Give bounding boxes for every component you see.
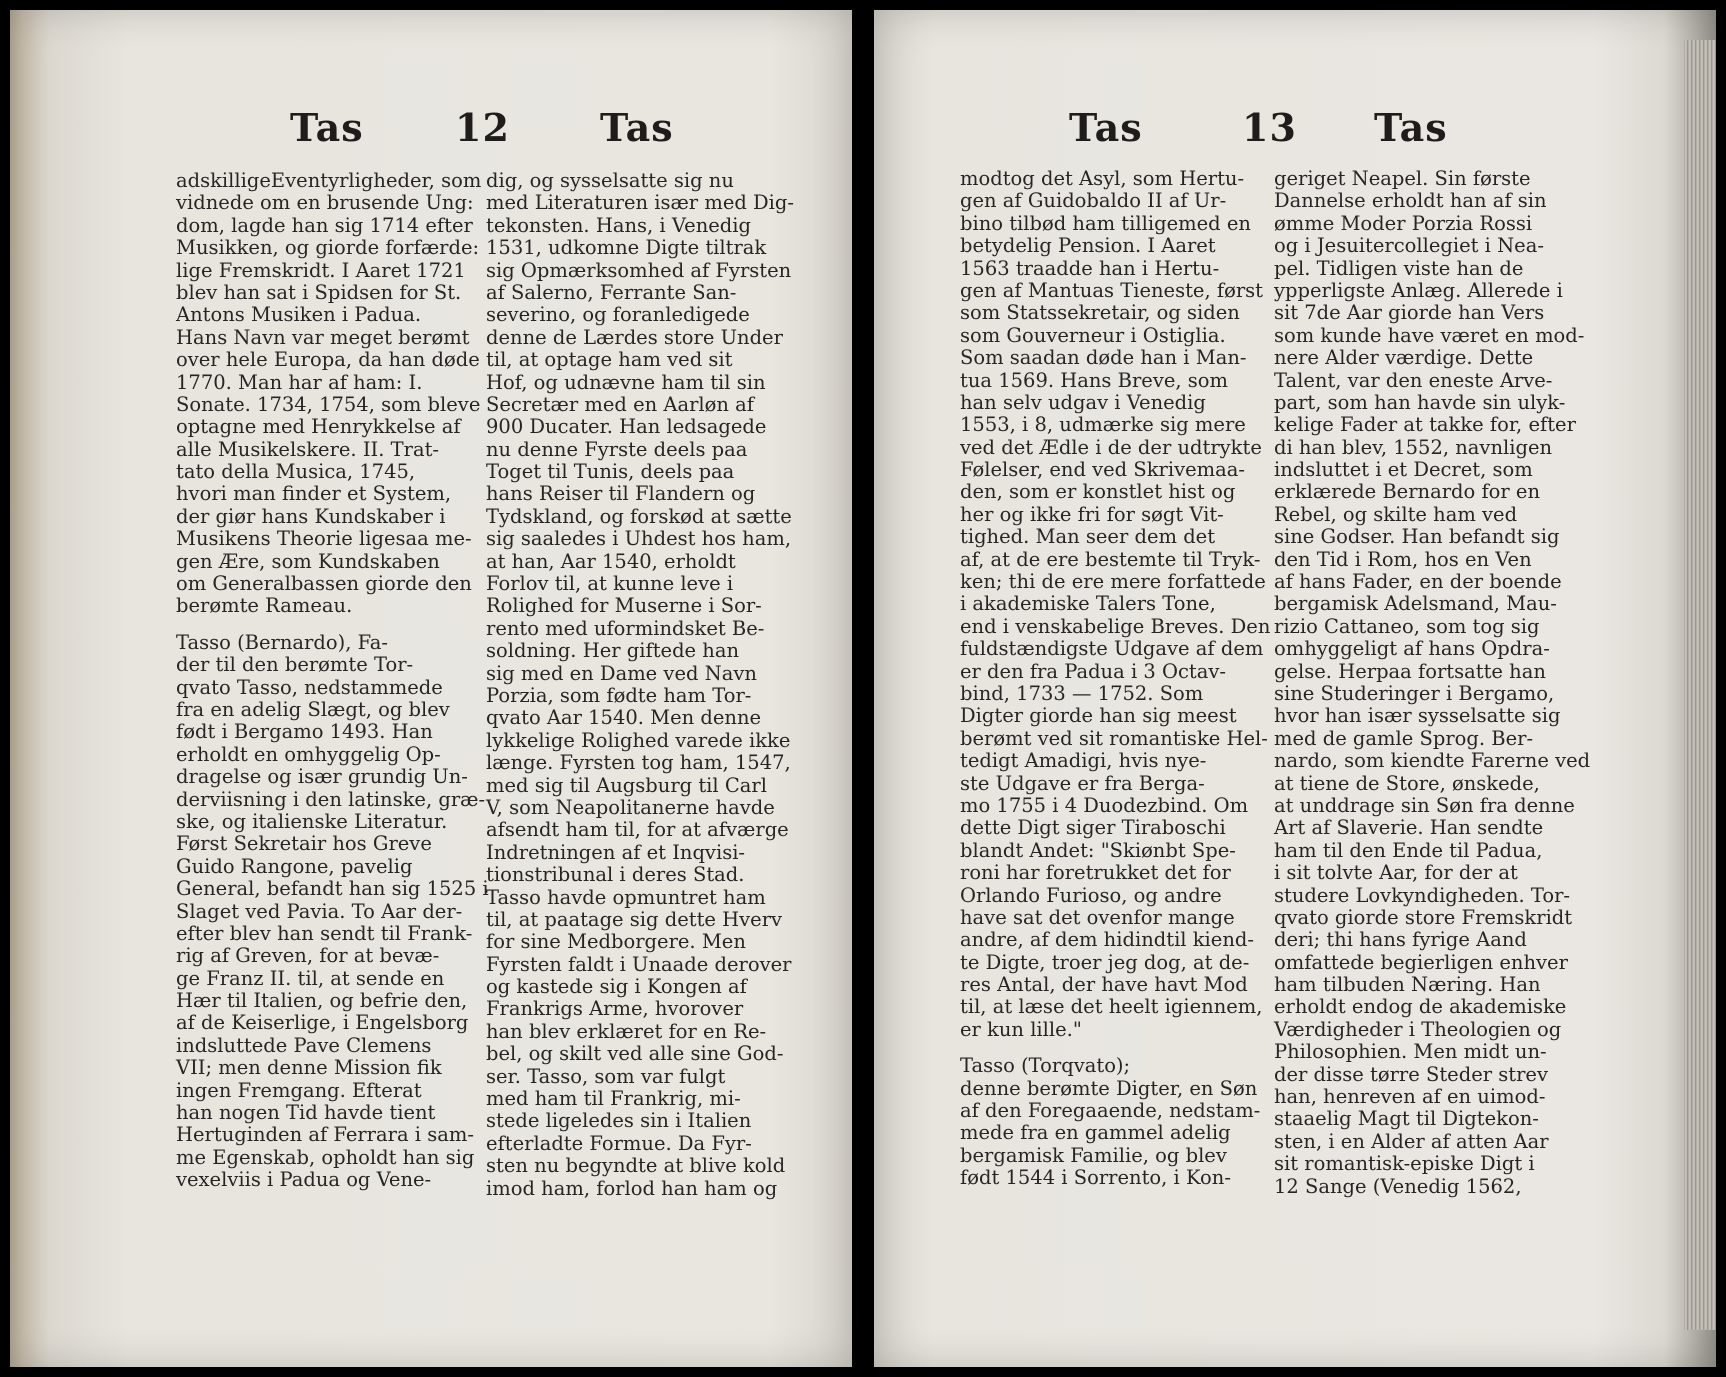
text-line: blev han sat i Spidsen for St. (176, 280, 462, 304)
text-line: Indretningen af et Inqvisi- (486, 840, 746, 864)
text-line: di han blev, 1552, navnligen (1274, 435, 1553, 459)
text-line: indsluttede Pave Clemens (176, 1033, 432, 1057)
text-line: sten nu begyndte at blive kold (486, 1154, 786, 1178)
text-line: Værdigheder i Theologien og (1274, 1017, 1562, 1041)
text-line: denne de Lærdes store Under (486, 325, 783, 349)
text-line: rizio Cattaneo, som tog sig (1274, 614, 1540, 638)
text-line: afsendt ham til, for at afværge (486, 818, 789, 842)
text-line: ingen Fremgang. Efterat (176, 1078, 422, 1102)
text-line: Antons Musiken i Padua. (176, 303, 422, 327)
text-line: Tasso havde opmuntret ham (486, 885, 766, 909)
text-line: soldning. Her giftede han (486, 639, 740, 663)
text-line: som Gouverneur i Ostiglia. (960, 323, 1226, 347)
text-line: at unddrage sin Søn fra denne (1274, 793, 1575, 817)
text-line: omhyggeligt af hans Opdra- (1274, 637, 1550, 661)
text-line: adskilligeEventyrligheder, som (176, 169, 482, 192)
text-line: at han, Aar 1540, erholdt (486, 549, 736, 573)
text-line: Tydskland, og forskød at sætte (486, 504, 792, 528)
text-line: dragelse og især grundig Un- (176, 765, 468, 789)
text-line: Digter giorde han sig meest (960, 704, 1237, 728)
text-line: 900 Ducater. Han ledsagede (486, 415, 767, 439)
text-line: sten, i en Alder af atten Aar (1274, 1129, 1549, 1153)
left-page (10, 10, 852, 1367)
text-line: res Antal, der have havt Mod (960, 973, 1248, 997)
text-line: sit romantisk-episke Digt i (1274, 1152, 1535, 1176)
text-line: General, befandt han sig 1525 i (176, 877, 489, 901)
text-line: 1553, i 8, udmærke sig mere (960, 413, 1246, 437)
running-head-left: Tas (290, 105, 364, 150)
text-line: hvori man finder et System, (176, 482, 452, 506)
text-line: tedigt Amadigi, hvis nye- (960, 749, 1207, 773)
text-line: er den fra Padua i 3 Octav- (960, 659, 1226, 683)
text-line: efterladte Formue. Da Fyr- (486, 1131, 752, 1155)
text-line: stede ligeledes sin i Italien (486, 1109, 752, 1133)
text-line: han nogen Tid havde tient (176, 1101, 436, 1125)
text-line: der disse tørre Steder strev (1274, 1062, 1548, 1086)
text-line: med de gamle Sprog. Ber- (1274, 726, 1534, 750)
text-line: for sine Medborgere. Men (486, 930, 746, 954)
text-line: sit 7de Aar giorde han Vers (1274, 301, 1545, 325)
text-line: sine Studeringer i Bergamo, (1274, 681, 1555, 705)
page-number: 12 (455, 105, 510, 150)
text-line: i akademiske Talers Tone, (960, 592, 1216, 616)
text-line: ske, og italienske Literatur. (176, 809, 448, 833)
text-line: gen Ære, som Kundskaben (176, 549, 440, 573)
text-line: Musikken, og giorde forfærde: (176, 236, 480, 260)
text-line: severino, og foranledigede (486, 303, 750, 327)
text-line: den Tid i Rom, hos en Ven (1274, 547, 1532, 571)
text-line: han selv udgav i Venedig (960, 390, 1206, 414)
text-line: er kun lille." (960, 1017, 1082, 1041)
text-line: Talent, var den eneste Arve- (1274, 368, 1553, 392)
text-line: geriget Neapel. Sin første (1274, 167, 1531, 190)
text-line: Musikens Theorie ligesaa me- (176, 527, 472, 551)
text-line: Først Sekretair hos Greve (176, 832, 432, 856)
text-line: denne berømte Digter, en Søn (960, 1076, 1258, 1100)
text-line: han blev erklæret for en Re- (486, 1019, 767, 1043)
text-line: studere Lovkyndigheden. Tor- (1274, 883, 1571, 907)
text-line: efter blev han sendt til Frank- (176, 921, 473, 945)
text-line: 12 Sange (Venedig 1562, (1274, 1174, 1522, 1198)
text-line: ken; thi de ere mere forfattede (960, 570, 1266, 594)
text-line: berømt ved sit romantiske Hel- (960, 726, 1268, 750)
page-edges (1684, 40, 1716, 1330)
scan-border-left (0, 0, 10, 1377)
text-line: Toget til Tunis, deels paa (486, 460, 735, 484)
text-column-2 (486, 170, 794, 1200)
text-line: tekonsten. Hans, i Venedig (486, 213, 751, 237)
text-line: V, som Neapolitanerne havde (486, 795, 775, 819)
text-line: Frankrigs Arme, hvorover (486, 997, 744, 1021)
text-line: Tasso (Torqvato); (960, 1054, 1131, 1078)
text-line: hans Reiser til Flandern og (486, 482, 756, 506)
text-line: Følelser, end ved Skrivemaa- (960, 458, 1245, 482)
text-line: gen af Mantuas Tieneste, først (960, 278, 1263, 302)
text-line: lykkelige Rolighed varede ikke (486, 728, 791, 752)
page-number: 13 (1242, 105, 1297, 150)
text-line: deri; thi hans fyrige Aand (1274, 928, 1527, 952)
text-line: dom, lagde han sig 1714 efter (176, 213, 473, 237)
text-line: vexelviis i Padua og Vene- (176, 1168, 432, 1192)
text-line: ham til den Ende til Padua, (1274, 838, 1543, 862)
text-line: af den Foregaaende, nedstam- (960, 1099, 1261, 1123)
text-column-1 (176, 170, 489, 1192)
text-line: tionstribunal i deres Stad. (486, 863, 745, 887)
text-line: bind, 1733 — 1752. Som (960, 681, 1204, 705)
text-line: Philosophien. Men midt un- (1274, 1040, 1547, 1064)
text-line: rig af Greven, for at bevæ- (176, 944, 440, 968)
text-line: kelige Fader at takke for, efter (1274, 413, 1576, 437)
text-line: Hær til Italien, og befrie den, (176, 989, 468, 1013)
text-line: bergamisk Familie, og blev (960, 1143, 1227, 1167)
text-line: nere Alder værdige. Dette (1274, 346, 1534, 370)
text-line: over hele Europa, da han døde (176, 348, 480, 372)
text-line: ømme Moder Porzia Rossi (1274, 211, 1533, 235)
text-line: fuldstændigste Udgave af dem (960, 637, 1264, 661)
text-line: ge Franz II. til, at sende en (176, 966, 445, 990)
text-line: bel, og skilt ved alle sine God- (486, 1042, 784, 1066)
text-line: den, som er konstlet hist og (960, 480, 1236, 504)
text-line (176, 618, 489, 632)
text-line: nu denne Fyrste deels paa (486, 437, 748, 461)
text-line: betydelig Pension. I Aaret (960, 234, 1216, 258)
text-line: gen af Guidobaldo II af Ur- (960, 189, 1227, 213)
text-line: part, som han havde sin ulyk- (1274, 390, 1566, 414)
text-line: at tiene de Store, ønskede, (1274, 771, 1540, 795)
text-line: Art af Slaverie. Han sendte (1274, 816, 1544, 840)
text-line: ypperligste Anlæg. Allerede i (1274, 278, 1563, 302)
text-line: af hans Fader, en der boende (1274, 570, 1562, 594)
text-line: erklærede Bernardo for en (1274, 480, 1541, 504)
text-line: dette Digt siger Tiraboschi (960, 816, 1226, 840)
text-line: født 1544 i Sorrento, i Kon- (960, 1166, 1231, 1190)
text-line: imod ham, forlod han ham og (486, 1176, 778, 1200)
text-line: erholdt endog de akademiske (1274, 995, 1567, 1019)
text-line: som Statssekretair, og siden (960, 301, 1240, 325)
text-line: vidnede om en brusende Ung: (176, 191, 474, 215)
text-line: her og ikke fri for søgt Vit- (960, 502, 1224, 526)
text-line: omfattede begierligen enhver (1274, 950, 1568, 974)
text-column-1 (960, 168, 1270, 1190)
text-line: qvato Tasso, nedstammede (176, 675, 443, 699)
text-line: Secretær med en Aarløn af (486, 392, 754, 416)
text-line: ser. Tasso, som var fulgt (486, 1064, 726, 1088)
text-line: nardo, som kiendte Farerne ved (1274, 749, 1591, 773)
text-line: Hof, og udnævne ham til sin (486, 370, 766, 394)
text-line: tato della Musica, 1745, (176, 460, 416, 484)
text-line: med ham til Frankrig, mi- (486, 1087, 741, 1111)
text-line: indsluttet i et Decret, som (1274, 458, 1533, 482)
text-line: Tasso (Bernardo), Fa- (176, 630, 389, 654)
text-line: modtog det Asyl, som Hertu- (960, 167, 1245, 190)
text-line: derviisning i den latinske, græ- (176, 787, 486, 811)
text-line: bergamisk Adelsmand, Mau- (1274, 592, 1557, 616)
text-line: 1770. Man har af ham: I. (176, 370, 423, 394)
text-line: gelse. Herpaa fortsatte han (1274, 659, 1546, 683)
text-line: tua 1569. Hans Breve, som (960, 368, 1229, 392)
text-line: optagne med Henrykkelse af (176, 415, 461, 439)
text-line: til, at læse det heelt igiennem, (960, 995, 1263, 1019)
text-line: me Egenskab, opholdt han sig (176, 1145, 475, 1169)
text-line: qvato Aar 1540. Men denne (486, 706, 762, 730)
text-line: Som saadan døde han i Man- (960, 346, 1247, 370)
text-line: alle Musikelskere. II. Trat- (176, 437, 440, 461)
text-line: til, at optage ham ved sit (486, 348, 733, 372)
text-column-2 (1274, 168, 1590, 1198)
text-line: qvato giorde store Fremskridt (1274, 905, 1573, 929)
text-line: Fyrsten faldt i Unaade derover (486, 952, 792, 976)
text-line: Guido Rangone, pavelig (176, 854, 413, 878)
text-line: der til den berømte Tor- (176, 653, 414, 677)
text-line: 1531, udkomne Digte tiltrak (486, 236, 767, 260)
text-line: hvor han især sysselsatte sig (1274, 704, 1561, 728)
text-line: berømte Rameau. (176, 594, 353, 618)
text-line: sine Godser. Han befandt sig (1274, 525, 1560, 549)
text-line: Orlando Furioso, og andre (960, 883, 1222, 907)
text-line: han, henreven af en uimod- (1274, 1085, 1546, 1109)
text-line: dig, og sysselsatte sig nu (486, 169, 734, 192)
text-line: sig Opmærksomhed af Fyrsten (486, 258, 792, 282)
book-gutter (852, 0, 874, 1377)
text-line: med sig til Augsburg til Carl (486, 773, 767, 797)
text-line: ste Udgave er fra Berga- (960, 771, 1205, 795)
text-line: Dannelse erholdt han af sin (1274, 189, 1547, 213)
text-line: i sit tolvte Aar, for der at (1274, 861, 1518, 885)
text-line: lige Fremskridt. I Aaret 1721 (176, 258, 466, 282)
running-head-right: Tas (600, 105, 674, 150)
text-line: erholdt en omhyggelig Op- (176, 742, 441, 766)
text-line: med Literaturen især med Dig- (486, 191, 794, 215)
text-line (960, 1041, 1270, 1055)
text-line: af Salerno, Ferrante San- (486, 280, 737, 304)
text-line: Hertuginden af Ferrara i sam- (176, 1123, 474, 1147)
text-line: Slaget ved Pavia. To Aar der- (176, 899, 463, 923)
text-line: Sonate. 1734, 1754, som bleve (176, 392, 481, 416)
right-page (874, 10, 1716, 1367)
text-line: 1563 traadde han i Hertu- (960, 256, 1220, 280)
text-line: der giør hans Kundskaber i (176, 504, 446, 528)
text-line: Hans Navn var meget berømt (176, 325, 470, 349)
text-line: blandt Andet: "Skiønbt Spe- (960, 838, 1236, 862)
text-line: til, at paatage sig dette Hverv (486, 907, 783, 931)
text-line: end i venskabelige Breves. Den (960, 614, 1271, 638)
text-line: Rolighed for Muserne i Sor- (486, 594, 762, 618)
text-line: født i Bergamo 1493. Han (176, 720, 433, 744)
text-line: af de Keiserlige, i Engelsborg (176, 1011, 469, 1035)
text-line: staaelig Magt til Digtekon- (1274, 1107, 1539, 1131)
text-line: Porzia, som fødte ham Tor- (486, 683, 752, 707)
text-line: som kunde have været en mod- (1274, 323, 1585, 347)
text-line: sig saaledes i Uhdest hos ham, (486, 527, 792, 551)
text-line: pel. Tidligen viste han de (1274, 256, 1524, 280)
text-line: længe. Fyrsten tog ham, 1547, (486, 751, 791, 775)
text-line: roni har foretrukket det for (960, 861, 1231, 885)
running-head-right: Tas (1374, 105, 1448, 150)
text-line: fra en adelig Slægt, og blev (176, 697, 450, 721)
text-line: om Generalbassen giorde den (176, 572, 472, 596)
text-line: tighed. Man seer dem det (960, 525, 1216, 549)
text-line: bino tilbød ham tilligemed en (960, 211, 1251, 235)
text-line: Forlov til, at kunne leve i (486, 572, 734, 596)
text-line: rento med uformindsket Be- (486, 616, 765, 640)
text-line: sig med en Dame ved Navn (486, 661, 757, 685)
text-line: mede fra en gammel adelig (960, 1121, 1231, 1145)
text-line: ham tilbuden Næring. Han (1274, 973, 1541, 997)
text-line: Rebel, og skilte ham ved (1274, 502, 1518, 526)
text-line: ved det Ædle i de der udtrykte (960, 435, 1262, 459)
text-line: andre, af dem hidindtil kiend- (960, 928, 1254, 952)
text-line: te Digte, troer jeg dog, at de- (960, 950, 1250, 974)
running-head-left: Tas (1069, 105, 1143, 150)
text-line: af, at de ere bestemte til Tryk- (960, 547, 1261, 571)
text-line: mo 1755 i 4 Duodezbind. Om (960, 793, 1249, 817)
text-line: og kastede sig i Kongen af (486, 975, 747, 999)
text-line: have sat det ovenfor mange (960, 905, 1235, 929)
text-line: VII; men denne Mission fik (176, 1056, 442, 1080)
text-line: og i Jesuitercollegiet i Nea- (1274, 234, 1544, 258)
